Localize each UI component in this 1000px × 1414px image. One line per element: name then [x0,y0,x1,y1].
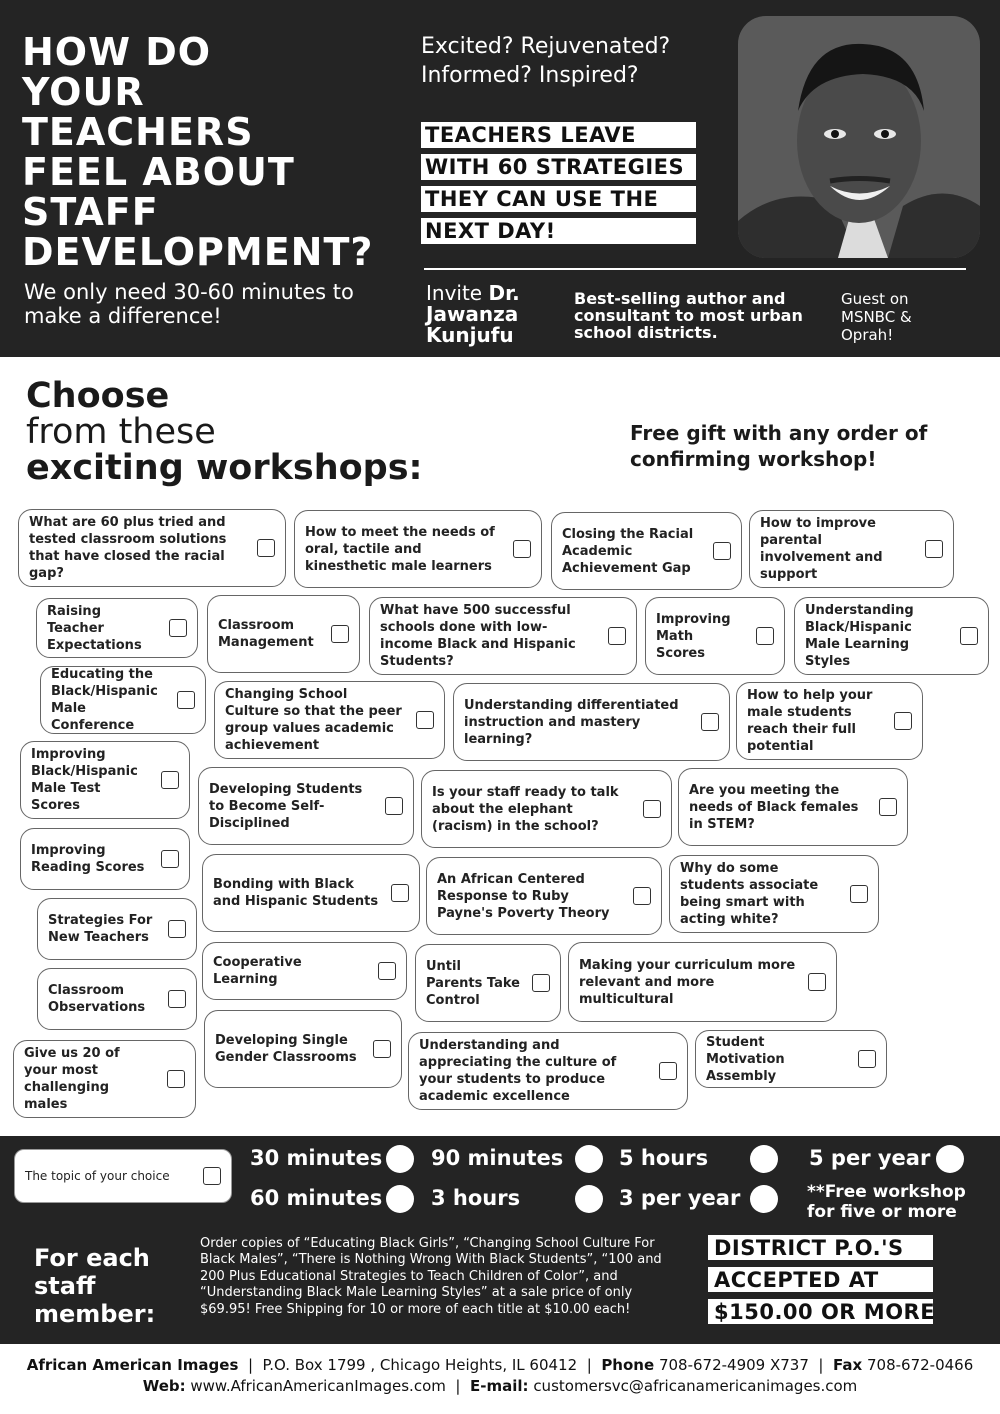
workshop-checkbox[interactable] [643,800,661,818]
strategy-line: TEACHERS LEAVE [421,122,696,148]
workshop-checkbox[interactable] [331,625,349,643]
workshop-option[interactable] [20,828,190,890]
workshop-option[interactable] [202,942,407,1000]
workshop-checkbox[interactable] [960,627,978,645]
workshop-label: Improving Math Scores [656,611,731,661]
workshop-label: Strategies For New Teachers [48,913,153,945]
workshop-label: Closing the Racial Academic Achievement Gap [562,526,694,576]
excited-text [421,32,731,90]
free-gift-text: Free gift with any order of confirming workshop! [630,421,928,471]
workshop-checkbox[interactable] [161,771,179,789]
workshop-option[interactable] [426,857,662,935]
guest-text [841,290,951,344]
workshop-checkbox[interactable] [713,542,731,560]
workshop-label: An African Centered Response to Ruby Payne's Poverty Theory [437,871,610,921]
workshop-checkbox[interactable] [257,539,275,557]
workshop-label: Give us 20 of your most challenging males [24,1046,120,1112]
workshop-checkbox[interactable] [513,540,531,558]
duration-radio[interactable] [575,1185,603,1213]
workshop-option[interactable] [736,682,923,760]
strategy-line: NEXT DAY! [421,218,696,244]
phone-number[interactable]: 708-672-4909 X737 [658,1356,809,1374]
district-line: DISTRICT P.O.'S [708,1235,933,1260]
workshop-label: Until Parents Take Control [426,958,520,1008]
speaker-name: Dr. [488,281,520,305]
workshop-label: Classroom Observations [48,983,146,1015]
workshop-label: Classroom Management [218,618,314,650]
invite-word: Invite [426,281,483,305]
footer-line-1 [0,1355,1000,1376]
duration-option-label: 3 hours [431,1186,521,1210]
topic-choice-label: The topic of your choice [25,1168,170,1183]
workshop-checkbox[interactable] [879,798,897,816]
workshop-option[interactable] [18,509,286,587]
strategy-line: THEY CAN USE THE [421,186,696,212]
workshop-option[interactable] [551,512,742,590]
workshop-option[interactable] [749,510,954,588]
web-link[interactable]: www.AfricanAmericanImages.com [190,1377,446,1395]
workshop-checkbox[interactable] [850,885,868,903]
headline-line: TEACHERS [22,110,254,154]
workshop-label: Making your curriculum more relevant and more multicultural [579,957,796,1007]
workshop-label: Bonding with Black and Hispanic Students [213,877,379,909]
workshop-option[interactable] [453,683,730,761]
workshop-label: Educating the Black/Hispanic Male Conference [51,667,158,733]
choose-line: from these [26,412,216,452]
web-label: Web: [142,1377,186,1395]
separator: | [243,1356,258,1374]
headline-line: YOUR [22,70,145,114]
for-each-staff-heading [34,1244,194,1328]
workshop-option[interactable] [13,1040,196,1118]
workshop-label: Improving Black/Hispanic Male Test Scores [31,747,138,813]
author-text: Best-selling author and consultant to most urban school districts. [574,289,803,342]
workshop-option[interactable] [214,681,445,759]
workshop-checkbox[interactable] [659,1062,677,1080]
workshop-option[interactable] [37,968,197,1030]
workshop-checkbox[interactable] [858,1050,876,1068]
workshop-label: Is your staff ready to talk about the elephant (racism) in the school? [432,784,619,834]
phone-label: Phone [601,1356,655,1374]
workshop-option[interactable] [20,741,190,819]
email-label: E-mail: [470,1377,529,1395]
guest-line: MSNBC & [841,308,912,326]
for-each-line: member: [34,1300,156,1328]
workshop-option[interactable] [421,770,672,848]
workshop-option[interactable] [202,854,420,932]
workshop-checkbox[interactable] [608,627,626,645]
duration-radio[interactable] [750,1145,778,1173]
workshop-label: What have 500 successful schools done with low-income Black and Hispanic Students? [380,603,576,669]
excited-line: Informed? Inspired? [421,63,639,88]
workshop-label: Developing Students to Become Self-Disciplined [209,781,363,831]
choose-line: Choose [26,376,170,416]
workshop-option[interactable] [294,510,542,588]
workshop-checkbox[interactable] [416,711,434,729]
topic-choice-checkbox[interactable] [203,1167,221,1185]
workshop-label: Student Motivation Assembly [706,1034,785,1084]
workshop-checkbox[interactable] [169,619,187,637]
workshop-option[interactable] [36,598,198,658]
duration-radio[interactable] [386,1185,414,1213]
workshop-option[interactable] [40,666,206,734]
district-line: $150.00 OR MORE [708,1299,933,1324]
duration-radio[interactable] [575,1145,603,1173]
workshop-label: Are you meeting the needs of Black females in STEM? [689,782,859,832]
duration-option-label: 5 per year [809,1146,931,1170]
workshop-option[interactable] [645,597,785,675]
invite-block [426,283,566,346]
workshop-option[interactable] [207,595,360,673]
duration-option-label: 90 minutes [431,1146,564,1170]
address: P.O. Box 1799 , Chicago Heights, IL 60412 [262,1356,578,1374]
workshop-option[interactable] [568,942,837,1022]
guest-line: Guest on [841,290,909,308]
footer-line-2 [0,1376,1000,1397]
workshop-checkbox[interactable] [808,973,826,991]
separator: | [813,1356,829,1374]
contact-footer [0,1355,1000,1397]
fax-number: 708-672-0466 [866,1356,974,1374]
workshop-checkbox[interactable] [532,974,550,992]
district-po-callout [708,1235,936,1331]
guest-line: Oprah! [841,326,894,344]
email-link[interactable]: customersvc@africanamericanimages.com [533,1377,858,1395]
subline: We only need 30-60 minutes to make a difference! [24,280,354,328]
workshop-option[interactable] [198,767,414,845]
workshop-option[interactable] [678,768,908,846]
headline [22,32,422,272]
workshop-checkbox[interactable] [168,990,186,1008]
workshop-label: Raising Teacher Expectations [47,603,142,653]
fax-label: Fax [833,1356,863,1374]
order-text: Order copies of “Educating Black Girls”, “Changing School Culture For Black Males”, “There is Nothing Wrong With Black Students”, “100 and 200 Plus Educational Strategies to Teach Children of Color”, and “Understanding Black Male Learning Styles” at a sale price of only $69.95! Free Shipping for 10 or more of each title at $10.00 each! [200,1236,662,1317]
company-name: African American Images [26,1356,239,1374]
duration-radio[interactable] [386,1145,414,1173]
workshop-label: Understanding Black/Hispanic Male Learning Styles [805,603,914,669]
workshop-checkbox[interactable] [925,540,943,558]
workshop-label: Changing School Culture so that the peer group values academic achievement [225,687,402,753]
duration-option-label: 5 hours [619,1146,709,1170]
workshop-option[interactable] [204,1010,402,1088]
workshop-label: Understanding differentiated instruction and mastery learning? [464,697,679,747]
workshop-checkbox[interactable] [177,691,195,709]
duration-option-label: 30 minutes [250,1146,383,1170]
district-line: ACCEPTED AT [708,1267,933,1292]
duration-option-label: 60 minutes [250,1186,383,1210]
workshop-checkbox[interactable] [756,627,774,645]
for-each-line: For each [34,1244,150,1272]
headline-line: FEEL ABOUT [22,150,295,194]
workshop-option[interactable] [794,597,989,675]
separator: | [450,1377,466,1395]
duration-radio[interactable] [750,1185,778,1213]
workshop-checkbox[interactable] [373,1040,391,1058]
workshop-label: Understanding and appreciating the culture of your students to produce academic excellence [419,1038,617,1104]
workshop-option[interactable] [695,1030,887,1088]
headline-line: STAFF [22,190,159,234]
workshop-checkbox[interactable] [378,962,396,980]
choose-line: exciting workshops: [26,448,423,488]
workshop-checkbox[interactable] [168,920,186,938]
workshop-checkbox[interactable] [391,884,409,902]
workshop-option[interactable] [415,944,561,1022]
headline-line: DEVELOPMENT? [22,230,374,274]
workshop-label: Developing Single Gender Classrooms [215,1033,357,1065]
workshop-option[interactable] [669,855,879,933]
workshop-label: How to help your male students reach their full potential [747,688,873,754]
choose-heading [26,378,486,486]
workshop-label: What are 60 plus tried and tested classroom solutions that have closed the racial gap? [29,515,227,581]
workshop-option[interactable] [37,898,197,960]
workshop-checkbox[interactable] [701,713,719,731]
strategy-line: WITH 60 STRATEGIES [421,154,696,180]
workshop-option[interactable] [369,597,637,675]
excited-line: Excited? Rejuvenated? [421,34,671,59]
workshop-checkbox[interactable] [894,712,912,730]
for-each-line: staff [34,1272,96,1300]
separator: | [581,1356,597,1374]
workshop-label: How to improve parental involvement and support [760,516,883,582]
strategies-callout [421,122,696,250]
topic-choice-option[interactable] [14,1149,232,1203]
workshop-label: Improving Reading Scores [31,843,145,875]
speaker-name: Kunjufu [426,323,514,347]
workshop-label: How to meet the needs of oral, tactile and kinesthetic male learners [305,524,495,574]
workshop-checkbox[interactable] [385,797,403,815]
speaker-name: Jawanza [426,302,519,326]
free-workshop-note: **Free workshop for five or more [807,1182,966,1222]
headline-line: HOW DO [22,30,212,74]
workshop-label: Why do some students associate being smart with acting white? [680,861,819,927]
speaker-photo [738,16,980,258]
divider [424,268,966,270]
duration-option-label: 3 per year [619,1186,741,1210]
workshop-label: Cooperative Learning [213,955,302,987]
workshop-checkbox[interactable] [167,1070,185,1088]
workshop-checkbox[interactable] [161,850,179,868]
workshop-option[interactable] [408,1032,688,1110]
speaker-portrait-icon [738,16,980,258]
duration-radio[interactable] [936,1145,964,1173]
workshop-checkbox[interactable] [633,887,651,905]
